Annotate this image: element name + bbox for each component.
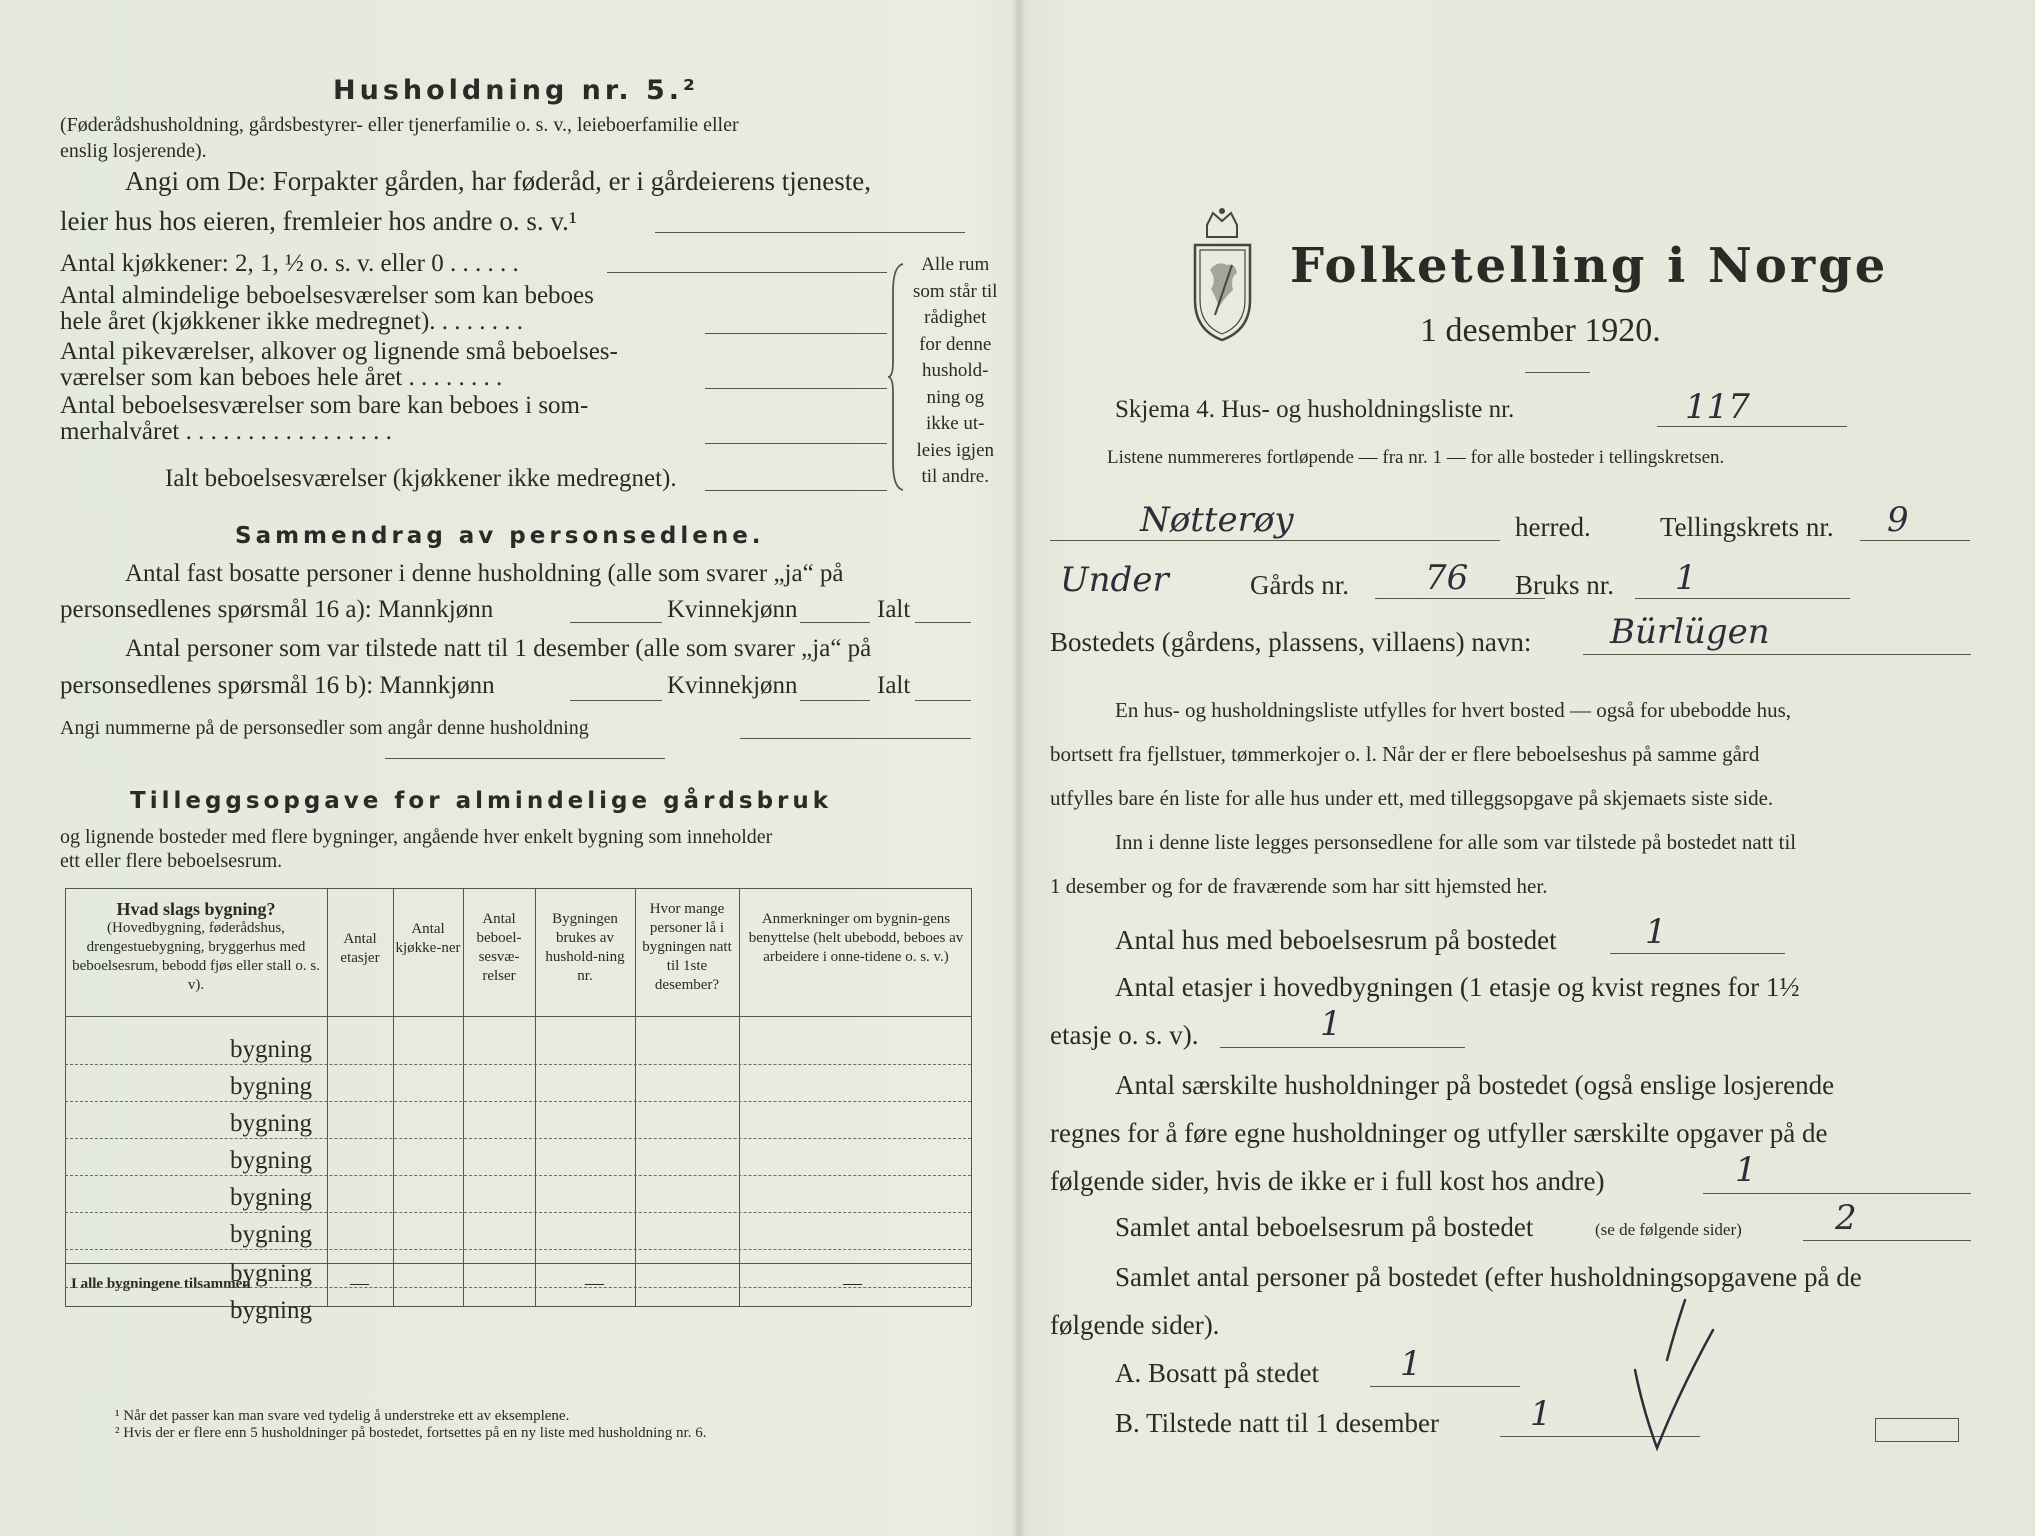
tillegg-title: Tilleggsopgave for almindelige gårdsbruk <box>130 788 833 814</box>
samlet-rum-note: (se de følgende sider) <box>1595 1220 1742 1239</box>
table-row: bygning <box>230 1221 312 1248</box>
tilst-ialt-line <box>915 700 971 701</box>
skjema-label: Skjema 4. Hus- og husholdningsliste nr. <box>1115 396 1515 423</box>
saer-label-1: Antal særskilte husholdninger på bostedet (også enslige losjerende <box>1115 1070 1835 1100</box>
info-line-2: bortsett fra fjellstuer, tømmerkojer o. l. Når der er flere beboelseshus på samme gård <box>1050 742 1760 766</box>
angi-line-2: leier hus hos eieren, fremleier hos andre o. s. v.¹ <box>60 206 577 236</box>
saer-label-2: regnes for å føre egne husholdninger og utfyller særskilte opgaver på de <box>1050 1118 1828 1148</box>
etasjer-line <box>1220 1047 1465 1048</box>
angi-line-1: Angi om De: Forpakter gården, har føderåd, er i gårdeierens tjeneste, <box>125 166 871 196</box>
table-row: bygning <box>230 1260 312 1287</box>
footnote-1: ¹ Når det passer kan man svare ved tydelig å understreke ett av eksemplene. <box>115 1408 570 1424</box>
census-title: Folketelling i Norge <box>1290 238 1889 294</box>
kjokkener-line <box>607 272 887 273</box>
total-husholdning-dash: — <box>585 1273 604 1294</box>
title-divider <box>1525 372 1590 373</box>
right-page <box>1045 0 1975 1536</box>
samlet-pers-label-1: Samlet antal personer på bostedet (efter husholdningsopgavene på de <box>1115 1262 1862 1292</box>
info-line-3: utfylles bare én liste for alle hus under ett, med tilleggsopgave på skjemaets siste side. <box>1050 786 1774 810</box>
footnote-2: ² Hvis der er flere enn 5 husholdninger på bostedet, fortsettes på en ny liste med husholdning nr. 6. <box>115 1425 707 1441</box>
som-label-1: Antal beboelsesværelser som bare kan beboes i som- <box>60 392 589 419</box>
table-row: bygning <box>230 1184 312 1211</box>
col-etasjer: Antal etasjer <box>340 931 380 966</box>
gards-value: 76 <box>1425 558 1469 598</box>
fast-kvinne-line <box>800 622 870 623</box>
saer-line <box>1703 1193 1971 1194</box>
pike-line <box>705 388 887 389</box>
info-line-5: 1 desember og for de fraværende som har sitt hjemsted her. <box>1050 874 1548 898</box>
fast-line-2: personsedlenes spørsmål 16 a): Mannkjønn <box>60 596 494 623</box>
samlet-rum-label: Samlet antal beboelsesrum på bostedet <box>1115 1212 1534 1242</box>
col-beboelsesvaerelser: Antal beboel-sesvæ-relser <box>476 911 522 984</box>
herred-label: herred. <box>1515 512 1591 542</box>
total-etasjer-dash: — <box>350 1273 369 1294</box>
nummer-label: Angi nummerne på de personsedler som angår denne husholdning <box>60 717 589 739</box>
tilst-line-1: Antal personer som var tilstede natt til 1 desember (alle som svarer „ja“ på <box>125 635 872 662</box>
tilstede-label: B. Tilstede natt til 1 desember <box>1115 1408 1439 1438</box>
herred-line <box>1050 540 1500 541</box>
col-personer: Hvor mange personer lå i bygningen natt til 1ste desember? <box>642 901 732 993</box>
bruks-line <box>1635 598 1850 599</box>
table-row: bygning <box>230 1297 312 1324</box>
som-line <box>705 443 887 444</box>
tilst-kvinne-line <box>800 700 870 701</box>
saer-label-3: følgende sider, hvis de ikke er i full kost hos andre) <box>1050 1166 1605 1196</box>
tilst-mann-line <box>570 700 662 701</box>
skjema-value: 117 <box>1685 387 1750 427</box>
fast-mann-line <box>570 622 662 623</box>
almind-label-1: Antal almindelige beboelsesværelser som kan beboes <box>60 282 594 309</box>
tilst-kvinne-label: Kvinnekjønn <box>667 672 798 699</box>
left-page <box>55 0 998 1536</box>
tillegg-line-2: ett eller flere beboelsesrum. <box>60 850 283 872</box>
etasjer-label-2: etasje o. s. v). <box>1050 1020 1199 1050</box>
total-anmerkninger-dash: — <box>843 1273 862 1294</box>
pike-label-2: værelser som kan beboes hele året . . . . . . . . <box>60 364 503 391</box>
ialt-label: Ialt beboelsesværelser (kjøkkener ikke medregnet). <box>165 465 677 492</box>
table-row: bygning <box>230 1073 312 1100</box>
etasjer-label-1: Antal etasjer i hovedbygningen (1 etasje og kvist regnes for 1½ <box>1115 972 1800 1002</box>
kjokkener-label: Antal kjøkkener: 2, 1, ½ o. s. v. eller 0 . . . . . . <box>60 250 519 277</box>
pike-label-1: Antal pikeværelser, alkover og lignende små beboelses- <box>60 338 618 365</box>
bruks-label: Bruks nr. <box>1515 570 1615 600</box>
tilstede-value: 1 <box>1530 1394 1552 1434</box>
table-row: bygning <box>230 1147 312 1174</box>
bruks-value: 1 <box>1675 558 1697 598</box>
tellingskrets-line <box>1860 540 1970 541</box>
under-value: Under <box>1060 560 1169 600</box>
household-subtitle-2: enslig losjerende). <box>60 140 207 162</box>
household-title: Husholdning nr. 5.² <box>333 75 699 106</box>
bosted-value: Bürlügen <box>1610 612 1770 652</box>
listene-note: Listene nummereres fortløpende — fra nr. 1 — for alle bosteder i tellingskretsen. <box>1107 447 1725 468</box>
table-row: bygning <box>230 1110 312 1137</box>
fast-ialt-label: Ialt <box>877 596 911 623</box>
hus-value: 1 <box>1645 912 1667 952</box>
total-label: I alle bygningene tilsammen <box>71 1276 251 1292</box>
side-note: Alle rum som står til rådighet for denne hushold- ning og ikke ut- leies igjen til andre. <box>913 254 998 487</box>
check-mark-icon <box>1595 1290 1725 1460</box>
herred-value: Nøtterøy <box>1140 500 1294 540</box>
info-line-4: Inn i denne liste legges personsedlene for alle som var tilstede på bostedet natt til <box>1115 830 1797 854</box>
table-row: bygning <box>230 1036 312 1063</box>
ialt-line <box>705 490 887 491</box>
col-husholdning: Bygningen brukes av hushold-ning nr. <box>545 911 625 984</box>
almind-label-2: hele året (kjøkkener ikke medregnet). . . . . . . . <box>60 308 524 335</box>
bosted-label: Bostedets (gårdens, plassens, villaens) navn: <box>1050 627 1532 657</box>
etasjer-value: 1 <box>1320 1004 1342 1044</box>
fast-line-1: Antal fast bosatte personer i denne husholdning (alle som svarer „ja“ på <box>125 560 844 587</box>
coat-of-arms-icon <box>1175 205 1270 345</box>
gards-label: Gårds nr. <box>1250 570 1349 600</box>
brace-icon <box>887 262 907 492</box>
angi-answer-line <box>655 232 965 233</box>
info-line-1: En hus- og husholdningsliste utfylles for hvert bosted — også for ubebodde hus, <box>1115 698 1791 722</box>
almind-line <box>705 333 887 334</box>
bosatt-line <box>1370 1386 1520 1387</box>
hus-label: Antal hus med beboelsesrum på bostedet <box>1115 925 1557 955</box>
samlet-rum-value: 2 <box>1835 1198 1857 1238</box>
tellingskrets-value: 9 <box>1887 500 1909 540</box>
som-label-2: merhalvåret . . . . . . . . . . . . . . . . . <box>60 418 392 445</box>
col-kjokkener: Antal kjøkke-ner <box>395 921 461 956</box>
fast-kvinne-label: Kvinnekjønn <box>667 596 798 623</box>
col-anmerkninger: Anmerkninger om bygnin-gens benyttelse (helt ubebodd, beboes av arbeidere i onne-tidene o. s. v.) <box>748 911 964 965</box>
summary-title: Sammendrag av personsedlene. <box>235 523 765 549</box>
household-subtitle-1: (Føderådshusholdning, gårdsbestyrer- eller tjenerfamilie o. s. v., leieboerfamilie eller <box>60 114 739 136</box>
samlet-pers-label-2: følgende sider). <box>1050 1310 1220 1340</box>
nummer-line <box>740 738 971 739</box>
samlet-rum-line <box>1803 1240 1971 1241</box>
building-table <box>65 888 971 1308</box>
tillegg-line-1: og lignende bosteder med flere bygninger, angående hver enkelt bygning som inneholder <box>60 826 773 848</box>
col-building-type: Hvad slags bygning? (Hovedbygning, føderådshus, drengestuebygning, bryggerhus med beboelsesrum, bebodd fjøs eller stall o. s. v). <box>72 899 320 993</box>
tellingskrets-label: Tellingskrets nr. <box>1660 512 1834 542</box>
tilst-line-2: personsedlenes spørsmål 16 b): Mannkjønn <box>60 672 495 699</box>
bosatt-value: 1 <box>1400 1344 1422 1384</box>
bosted-line <box>1583 654 1971 655</box>
tilst-ialt-label: Ialt <box>877 672 911 699</box>
saer-value: 1 <box>1735 1150 1757 1190</box>
section-divider <box>385 758 665 759</box>
fast-ialt-line <box>915 622 971 623</box>
hus-line <box>1610 953 1785 954</box>
printer-stamp-icon <box>1875 1418 1959 1442</box>
census-date: 1 desember 1920. <box>1420 312 1661 349</box>
bosatt-label: A. Bosatt på stedet <box>1115 1358 1319 1388</box>
page-fold <box>1012 0 1026 1536</box>
